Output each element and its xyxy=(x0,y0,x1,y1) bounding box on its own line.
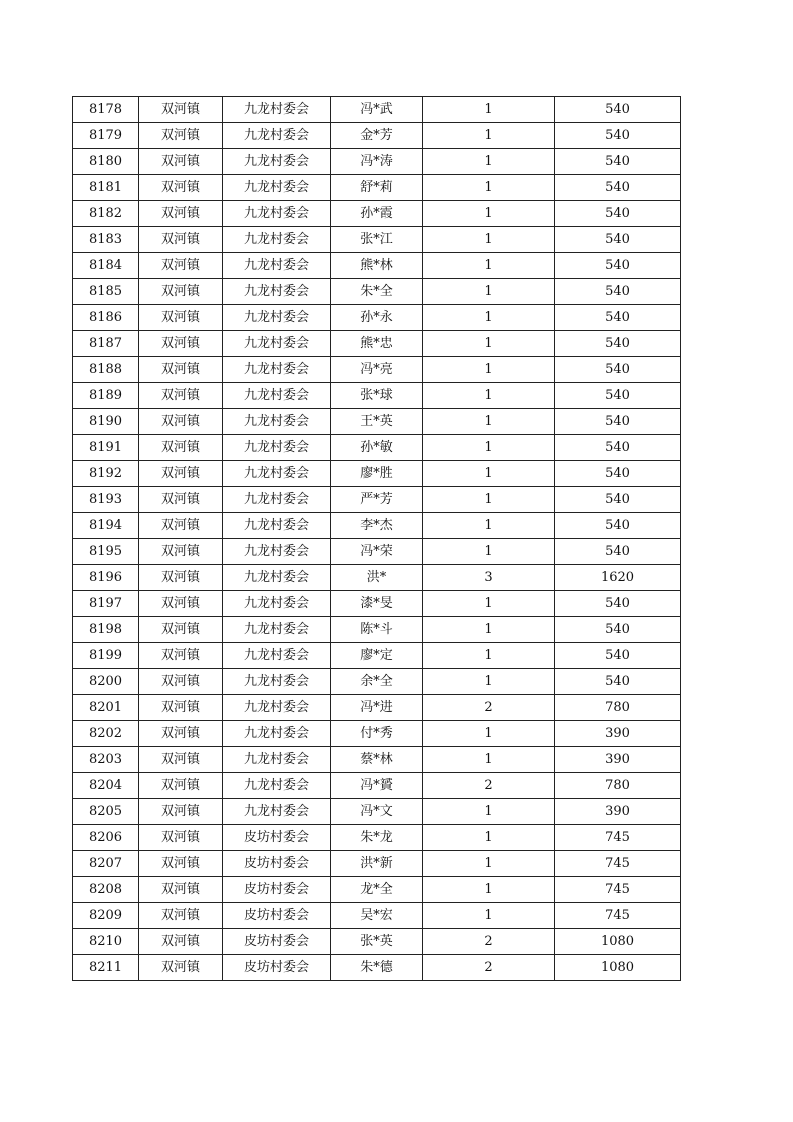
town-cell: 双河镇 xyxy=(139,539,223,565)
name-cell: 舒*莉 xyxy=(331,175,423,201)
table-row xyxy=(73,799,681,825)
count-cell: 2 xyxy=(423,955,555,981)
serial-number-cell: 8188 xyxy=(73,357,139,383)
serial-number-cell: 8210 xyxy=(73,929,139,955)
village-committee-cell: 九龙村委会 xyxy=(223,253,331,279)
village-committee-cell: 九龙村委会 xyxy=(223,97,331,123)
amount-cell: 540 xyxy=(555,357,681,383)
name-cell: 廖*胜 xyxy=(331,461,423,487)
amount-cell: 540 xyxy=(555,331,681,357)
table-row xyxy=(73,955,681,981)
serial-number-cell: 8195 xyxy=(73,539,139,565)
count-cell: 1 xyxy=(423,799,555,825)
amount-cell: 745 xyxy=(555,903,681,929)
town-cell: 双河镇 xyxy=(139,435,223,461)
amount-cell: 540 xyxy=(555,591,681,617)
town-cell: 双河镇 xyxy=(139,331,223,357)
count-cell: 1 xyxy=(423,253,555,279)
village-committee-cell: 九龙村委会 xyxy=(223,383,331,409)
town-cell: 双河镇 xyxy=(139,851,223,877)
count-cell: 1 xyxy=(423,643,555,669)
town-cell: 双河镇 xyxy=(139,747,223,773)
village-committee-cell: 九龙村委会 xyxy=(223,149,331,175)
serial-number-cell: 8185 xyxy=(73,279,139,305)
amount-cell: 540 xyxy=(555,539,681,565)
town-cell: 双河镇 xyxy=(139,357,223,383)
serial-number-cell: 8193 xyxy=(73,487,139,513)
serial-number-cell: 8205 xyxy=(73,799,139,825)
name-cell: 熊*林 xyxy=(331,253,423,279)
amount-cell: 780 xyxy=(555,773,681,799)
count-cell: 3 xyxy=(423,565,555,591)
serial-number-cell: 8199 xyxy=(73,643,139,669)
amount-cell: 540 xyxy=(555,175,681,201)
amount-cell: 540 xyxy=(555,201,681,227)
town-cell: 双河镇 xyxy=(139,513,223,539)
count-cell: 1 xyxy=(423,123,555,149)
table-row xyxy=(73,877,681,903)
serial-number-cell: 8206 xyxy=(73,825,139,851)
amount-cell: 540 xyxy=(555,487,681,513)
serial-number-cell: 8182 xyxy=(73,201,139,227)
serial-number-cell: 8181 xyxy=(73,175,139,201)
table-row xyxy=(73,409,681,435)
village-committee-cell: 九龙村委会 xyxy=(223,669,331,695)
table-row xyxy=(73,201,681,227)
serial-number-cell: 8186 xyxy=(73,305,139,331)
table-row xyxy=(73,253,681,279)
count-cell: 1 xyxy=(423,825,555,851)
name-cell: 洪*新 xyxy=(331,851,423,877)
serial-number-cell: 8184 xyxy=(73,253,139,279)
name-cell: 漆*旻 xyxy=(331,591,423,617)
count-cell: 1 xyxy=(423,851,555,877)
amount-cell: 390 xyxy=(555,799,681,825)
serial-number-cell: 8197 xyxy=(73,591,139,617)
town-cell: 双河镇 xyxy=(139,201,223,227)
village-committee-cell: 九龙村委会 xyxy=(223,279,331,305)
village-committee-cell: 九龙村委会 xyxy=(223,409,331,435)
serial-number-cell: 8201 xyxy=(73,695,139,721)
amount-cell: 540 xyxy=(555,617,681,643)
name-cell: 蔡*林 xyxy=(331,747,423,773)
amount-cell: 540 xyxy=(555,513,681,539)
village-committee-cell: 九龙村委会 xyxy=(223,331,331,357)
table-row xyxy=(73,825,681,851)
amount-cell: 1080 xyxy=(555,929,681,955)
amount-cell: 390 xyxy=(555,747,681,773)
name-cell: 吴*宏 xyxy=(331,903,423,929)
name-cell: 严*芳 xyxy=(331,487,423,513)
village-committee-cell: 九龙村委会 xyxy=(223,461,331,487)
count-cell: 1 xyxy=(423,227,555,253)
village-committee-cell: 九龙村委会 xyxy=(223,565,331,591)
village-committee-cell: 九龙村委会 xyxy=(223,773,331,799)
name-cell: 孙*敏 xyxy=(331,435,423,461)
serial-number-cell: 8208 xyxy=(73,877,139,903)
serial-number-cell: 8191 xyxy=(73,435,139,461)
table-row xyxy=(73,617,681,643)
amount-cell: 540 xyxy=(555,461,681,487)
village-committee-cell: 九龙村委会 xyxy=(223,305,331,331)
village-committee-cell: 九龙村委会 xyxy=(223,539,331,565)
town-cell: 双河镇 xyxy=(139,617,223,643)
serial-number-cell: 8209 xyxy=(73,903,139,929)
village-committee-cell: 九龙村委会 xyxy=(223,799,331,825)
amount-cell: 540 xyxy=(555,279,681,305)
data-table xyxy=(72,96,681,981)
table-row xyxy=(73,383,681,409)
amount-cell: 1620 xyxy=(555,565,681,591)
amount-cell: 540 xyxy=(555,97,681,123)
name-cell: 孙*永 xyxy=(331,305,423,331)
town-cell: 双河镇 xyxy=(139,487,223,513)
town-cell: 双河镇 xyxy=(139,591,223,617)
table-row xyxy=(73,669,681,695)
amount-cell: 780 xyxy=(555,695,681,721)
name-cell: 冯*涛 xyxy=(331,149,423,175)
serial-number-cell: 8198 xyxy=(73,617,139,643)
village-committee-cell: 九龙村委会 xyxy=(223,695,331,721)
amount-cell: 540 xyxy=(555,253,681,279)
town-cell: 双河镇 xyxy=(139,955,223,981)
count-cell: 1 xyxy=(423,435,555,461)
amount-cell: 1080 xyxy=(555,955,681,981)
table-row xyxy=(73,773,681,799)
count-cell: 1 xyxy=(423,149,555,175)
village-committee-cell: 皮坊村委会 xyxy=(223,851,331,877)
table-row xyxy=(73,97,681,123)
table-row xyxy=(73,565,681,591)
serial-number-cell: 8189 xyxy=(73,383,139,409)
serial-number-cell: 8190 xyxy=(73,409,139,435)
count-cell: 1 xyxy=(423,617,555,643)
serial-number-cell: 8179 xyxy=(73,123,139,149)
village-committee-cell: 皮坊村委会 xyxy=(223,903,331,929)
town-cell: 双河镇 xyxy=(139,149,223,175)
table-row xyxy=(73,929,681,955)
count-cell: 1 xyxy=(423,903,555,929)
table-row xyxy=(73,487,681,513)
serial-number-cell: 8211 xyxy=(73,955,139,981)
serial-number-cell: 8200 xyxy=(73,669,139,695)
amount-cell: 390 xyxy=(555,721,681,747)
name-cell: 付*秀 xyxy=(331,721,423,747)
table-row xyxy=(73,435,681,461)
name-cell: 冯*武 xyxy=(331,97,423,123)
town-cell: 双河镇 xyxy=(139,97,223,123)
name-cell: 廖*定 xyxy=(331,643,423,669)
count-cell: 1 xyxy=(423,539,555,565)
town-cell: 双河镇 xyxy=(139,825,223,851)
count-cell: 1 xyxy=(423,513,555,539)
village-committee-cell: 皮坊村委会 xyxy=(223,877,331,903)
count-cell: 1 xyxy=(423,409,555,435)
serial-number-cell: 8202 xyxy=(73,721,139,747)
town-cell: 双河镇 xyxy=(139,799,223,825)
serial-number-cell: 8187 xyxy=(73,331,139,357)
village-committee-cell: 九龙村委会 xyxy=(223,513,331,539)
amount-cell: 540 xyxy=(555,123,681,149)
town-cell: 双河镇 xyxy=(139,929,223,955)
serial-number-cell: 8207 xyxy=(73,851,139,877)
name-cell: 李*杰 xyxy=(331,513,423,539)
table-row xyxy=(73,513,681,539)
town-cell: 双河镇 xyxy=(139,383,223,409)
town-cell: 双河镇 xyxy=(139,669,223,695)
town-cell: 双河镇 xyxy=(139,227,223,253)
village-committee-cell: 九龙村委会 xyxy=(223,227,331,253)
town-cell: 双河镇 xyxy=(139,123,223,149)
amount-cell: 540 xyxy=(555,149,681,175)
table-row xyxy=(73,851,681,877)
table-row xyxy=(73,227,681,253)
count-cell: 2 xyxy=(423,929,555,955)
name-cell: 龙*全 xyxy=(331,877,423,903)
count-cell: 2 xyxy=(423,695,555,721)
count-cell: 1 xyxy=(423,279,555,305)
count-cell: 1 xyxy=(423,97,555,123)
town-cell: 双河镇 xyxy=(139,877,223,903)
name-cell: 朱*龙 xyxy=(331,825,423,851)
count-cell: 1 xyxy=(423,487,555,513)
name-cell: 陈*斗 xyxy=(331,617,423,643)
amount-cell: 745 xyxy=(555,851,681,877)
name-cell: 余*全 xyxy=(331,669,423,695)
amount-cell: 540 xyxy=(555,383,681,409)
name-cell: 王*英 xyxy=(331,409,423,435)
count-cell: 1 xyxy=(423,201,555,227)
village-committee-cell: 九龙村委会 xyxy=(223,643,331,669)
name-cell: 张*英 xyxy=(331,929,423,955)
town-cell: 双河镇 xyxy=(139,409,223,435)
table-body xyxy=(73,97,681,981)
name-cell: 张*球 xyxy=(331,383,423,409)
town-cell: 双河镇 xyxy=(139,253,223,279)
table-row xyxy=(73,591,681,617)
amount-cell: 540 xyxy=(555,669,681,695)
village-committee-cell: 九龙村委会 xyxy=(223,435,331,461)
table-row xyxy=(73,643,681,669)
count-cell: 1 xyxy=(423,383,555,409)
table-row xyxy=(73,305,681,331)
serial-number-cell: 8196 xyxy=(73,565,139,591)
serial-number-cell: 8203 xyxy=(73,747,139,773)
amount-cell: 540 xyxy=(555,435,681,461)
name-cell: 熊*忠 xyxy=(331,331,423,357)
count-cell: 1 xyxy=(423,305,555,331)
amount-cell: 540 xyxy=(555,409,681,435)
town-cell: 双河镇 xyxy=(139,643,223,669)
village-committee-cell: 九龙村委会 xyxy=(223,617,331,643)
name-cell: 冯*贇 xyxy=(331,773,423,799)
name-cell: 冯*荣 xyxy=(331,539,423,565)
amount-cell: 745 xyxy=(555,825,681,851)
table-row xyxy=(73,721,681,747)
count-cell: 1 xyxy=(423,175,555,201)
town-cell: 双河镇 xyxy=(139,695,223,721)
serial-number-cell: 8180 xyxy=(73,149,139,175)
table-row xyxy=(73,539,681,565)
count-cell: 1 xyxy=(423,669,555,695)
name-cell: 冯*亮 xyxy=(331,357,423,383)
town-cell: 双河镇 xyxy=(139,721,223,747)
serial-number-cell: 8178 xyxy=(73,97,139,123)
town-cell: 双河镇 xyxy=(139,903,223,929)
town-cell: 双河镇 xyxy=(139,305,223,331)
count-cell: 1 xyxy=(423,331,555,357)
village-committee-cell: 九龙村委会 xyxy=(223,175,331,201)
count-cell: 1 xyxy=(423,357,555,383)
count-cell: 1 xyxy=(423,461,555,487)
amount-cell: 540 xyxy=(555,305,681,331)
count-cell: 2 xyxy=(423,773,555,799)
serial-number-cell: 8204 xyxy=(73,773,139,799)
village-committee-cell: 九龙村委会 xyxy=(223,123,331,149)
town-cell: 双河镇 xyxy=(139,773,223,799)
village-committee-cell: 皮坊村委会 xyxy=(223,929,331,955)
name-cell: 洪* xyxy=(331,565,423,591)
count-cell: 1 xyxy=(423,877,555,903)
count-cell: 1 xyxy=(423,591,555,617)
village-committee-cell: 九龙村委会 xyxy=(223,357,331,383)
count-cell: 1 xyxy=(423,747,555,773)
name-cell: 金*芳 xyxy=(331,123,423,149)
amount-cell: 745 xyxy=(555,877,681,903)
table-row xyxy=(73,279,681,305)
name-cell: 朱*全 xyxy=(331,279,423,305)
table-row xyxy=(73,747,681,773)
name-cell: 冯*文 xyxy=(331,799,423,825)
village-committee-cell: 九龙村委会 xyxy=(223,591,331,617)
table-row xyxy=(73,175,681,201)
serial-number-cell: 8183 xyxy=(73,227,139,253)
table-row xyxy=(73,123,681,149)
amount-cell: 540 xyxy=(555,227,681,253)
name-cell: 朱*德 xyxy=(331,955,423,981)
town-cell: 双河镇 xyxy=(139,565,223,591)
village-committee-cell: 皮坊村委会 xyxy=(223,955,331,981)
town-cell: 双河镇 xyxy=(139,279,223,305)
town-cell: 双河镇 xyxy=(139,175,223,201)
table-row xyxy=(73,461,681,487)
name-cell: 冯*进 xyxy=(331,695,423,721)
count-cell: 1 xyxy=(423,721,555,747)
village-committee-cell: 九龙村委会 xyxy=(223,201,331,227)
town-cell: 双河镇 xyxy=(139,461,223,487)
serial-number-cell: 8194 xyxy=(73,513,139,539)
amount-cell: 540 xyxy=(555,643,681,669)
name-cell: 张*江 xyxy=(331,227,423,253)
table-row xyxy=(73,903,681,929)
table-row xyxy=(73,331,681,357)
table-row xyxy=(73,149,681,175)
village-committee-cell: 皮坊村委会 xyxy=(223,825,331,851)
table-row xyxy=(73,357,681,383)
name-cell: 孙*霞 xyxy=(331,201,423,227)
serial-number-cell: 8192 xyxy=(73,461,139,487)
village-committee-cell: 九龙村委会 xyxy=(223,747,331,773)
village-committee-cell: 九龙村委会 xyxy=(223,487,331,513)
village-committee-cell: 九龙村委会 xyxy=(223,721,331,747)
table-row xyxy=(73,695,681,721)
